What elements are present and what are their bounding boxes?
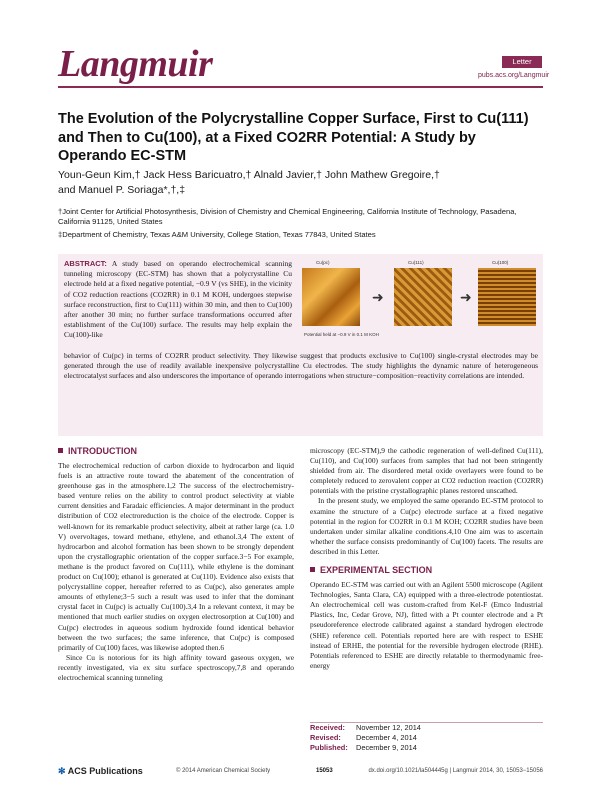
intro-paragraph-2: Since Cu is notorious for its high affinity toward gaseous oxygen, we recently investigated, via ex situ surface spectroscopy,7,8 and operando electrochemical scanning tunneling [58, 652, 294, 682]
arrow-right-icon: ➜ [372, 290, 384, 306]
abstract-text-top [64, 259, 292, 341]
stm-image-cu100 [478, 268, 536, 326]
date-published: Published: December 9, 2014 [310, 743, 417, 752]
affiliation-2: ‡Department of Chemistry, Texas A&M University, College Station, Texas 77843, United States [58, 230, 376, 239]
toc-caption-mid: Cu(111) [408, 260, 424, 265]
intro-paragraph-1: The electrochemical reduction of carbon dioxide to hydrocarbon and liquid fuels is an attractive route toward the abatement of the concentration of greenhouse gas in the atmosphere.1,2 The success of the electrochemistry-based venture relies on the ability to control product selectivity at viable current densities and Faradaic efficiencies. A major determinant in the product distribution of CO2 electroreduction is the choice of the electrode. Copper is well-known for its remarkable product selectivity, albeit at rather large (ca. 1.0 V) overvoltages, toward methane, ethylene, and ethanol.3,4 The extent of hydrocarbon and alcohol formation has been shown to be strongly dependent upon the crystallographic orientation of the copper surface.3−5 For example, methane is the product favored on Cu(111), while ethylene is the dominant product on Cu(100); ethanol is generated at Cu(110). Evidence also exists that polycrystalline copper, hereafter referred to as Cu(pc), also generates ample amounts of ethylene;3−5 such a result was used to infer that the dominant crystal facet in Cu(pc) is actually Cu(100).3,4 In a relevant context, it may be mentioned that much earlier studies on oxygen electrosorption at Cu(100) and Cu(pc) electrodes in aqueous sodium hydroxide found identical behavior between the two surfaces; the same inference, that Cu(pc) is composed primarily of Cu(100) faces, was likewise adopted then.6 [58, 461, 294, 652]
article-type-badge: Letter [502, 56, 542, 68]
abstract-body-top: A study based on operando electrochemical scanning tunneling microscopy (EC-STM) has shown that a polycrystalline Cu electrode held at a fixed negative potential, −0.9 V (vs SHE), in the vicinity of CO2 reduction reactions (CO2RR) in 0.1 M KOH, undergoes stepwise surface reconstruction, first to Cu(111) within 30 min, and then to Cu(100) after another 30 min; no further surface transformations occurred after establishment of the Cu(100) surface. The results may help explain the Cu(100)-like [64, 259, 292, 340]
toc-caption-right: Cu(100) [492, 260, 509, 265]
arrow-right-icon: ➜ [460, 290, 472, 306]
copyright: © 2014 American Chemical Society [176, 768, 271, 774]
right-paragraph-1: microscopy (EC-STM),9 the cathodic regeneration of well-defined Cu(111), Cu(110), and Cu(100) surfaces from samples that had not been stringently shielded from air. The disordered metal oxide overlayers were found to be completely reduced to zerovalent copper at CO2 reduction reaction (CO2RR) potentials with the pristine crystallographic planes restored unscathed. [310, 446, 543, 496]
abstract-text-bottom: behavior of Cu(pc) in terms of CO2RR product selectivity. They likewise suggest that products exclusive to Cu(100) single-crystal electrodes may be generated through the use of readily available inexpensive polycrystalline Cu electrodes. The study highlights the dynamic nature of heterogeneous electrocatalyst surfaces and also underscores the importance of operando interrogations when structure−composition−reactivity correlations are intended. [64, 351, 538, 381]
body-column-left [58, 446, 294, 683]
author-list [58, 168, 528, 198]
section-square-icon [58, 448, 63, 453]
date-revised: Revised: December 4, 2014 [310, 733, 417, 742]
toc-caption-left: Cu(pc) [316, 260, 330, 265]
section-heading-text: INTRODUCTION [68, 446, 137, 456]
publisher-mark-icon: ✻ [58, 766, 66, 776]
section-square-icon [310, 567, 315, 572]
section-heading-experimental [310, 565, 543, 575]
page-number: 15053 [316, 768, 333, 774]
section-heading-introduction [58, 446, 294, 456]
publication-dates [310, 722, 543, 761]
affiliation-1: †Joint Center for Artificial Photosynthesis, Division of Chemistry and Chemical Engineering, California Institute of Technology, Pasadena, California 91125, United States [58, 207, 517, 226]
page-footer [58, 764, 543, 780]
experimental-paragraph-1: Operando EC-STM was carried out with an Agilent 5500 microscope (Agilent Technologies, Santa Clara, CA) equipped with a three-electrode potentiostat. An electrochemical cell was custom-crafted from Kel-F (Emco Industrial Plastics, Inc, Cedar Grove, NJ), fitted with a Pt counter electrode and a Pt pseudoreference electrode calibrated against a standard hydrogen electrode (SHE) reference cell. Potentials reported here are with respect to ESHE instead of ERHE, the potential for the reversible hydrogen electrode (RHE). Potentials referenced to ESHE are directly relatable to thermodynamic free-energy [310, 580, 543, 670]
date-received: Received: November 12, 2014 [310, 723, 421, 732]
article-title: The Evolution of the Polycrystalline Copper Surface, First to Cu(111) and Then to Cu(100), at a Fixed CO2RR Potential: A Study by Operando EC-STM [58, 111, 529, 164]
section-heading-text: EXPERIMENTAL SECTION [320, 565, 433, 576]
toc-footer: Potential held at −0.9 V in 0.1 M KOH [304, 332, 379, 337]
header-divider [58, 86, 543, 88]
right-paragraph-2: In the present study, we employed the same operando EC-STM protocol to examine the structure of a Cu(pc) electrode surface at a fixed negative potential in the region for CO2RR in 0.1 M KOH; CO2RR studies have been undertaken under similar alkaline conditions.4,10 One aim was to ascertain whether the surface consists predominantly of Cu(100) facets. The results are described in this Letter. [310, 496, 543, 556]
authors-line-2: and Manuel P. Soriaga*,†,‡ [58, 184, 186, 196]
publisher-logo[interactable]: ✻ ACS Publications [58, 766, 143, 776]
journal-site-link[interactable]: pubs.acs.org/Langmuir [478, 72, 550, 79]
stm-image-cu111 [394, 268, 452, 326]
body-column-right [310, 446, 543, 671]
doi-link[interactable]: dx.doi.org/10.1021/la504445g | Langmuir 2014, 30, 15053−15056 [368, 768, 543, 774]
authors-line-1: Youn-Geun Kim,† Jack Hess Baricuatro,† Alnald Javier,† John Mathew Gregoire,† [58, 169, 440, 181]
toc-graphic [300, 258, 538, 344]
journal-logo: Langmuir [58, 43, 213, 85]
stm-image-polycrystalline [302, 268, 360, 326]
abstract-label: ABSTRACT: [64, 259, 107, 268]
